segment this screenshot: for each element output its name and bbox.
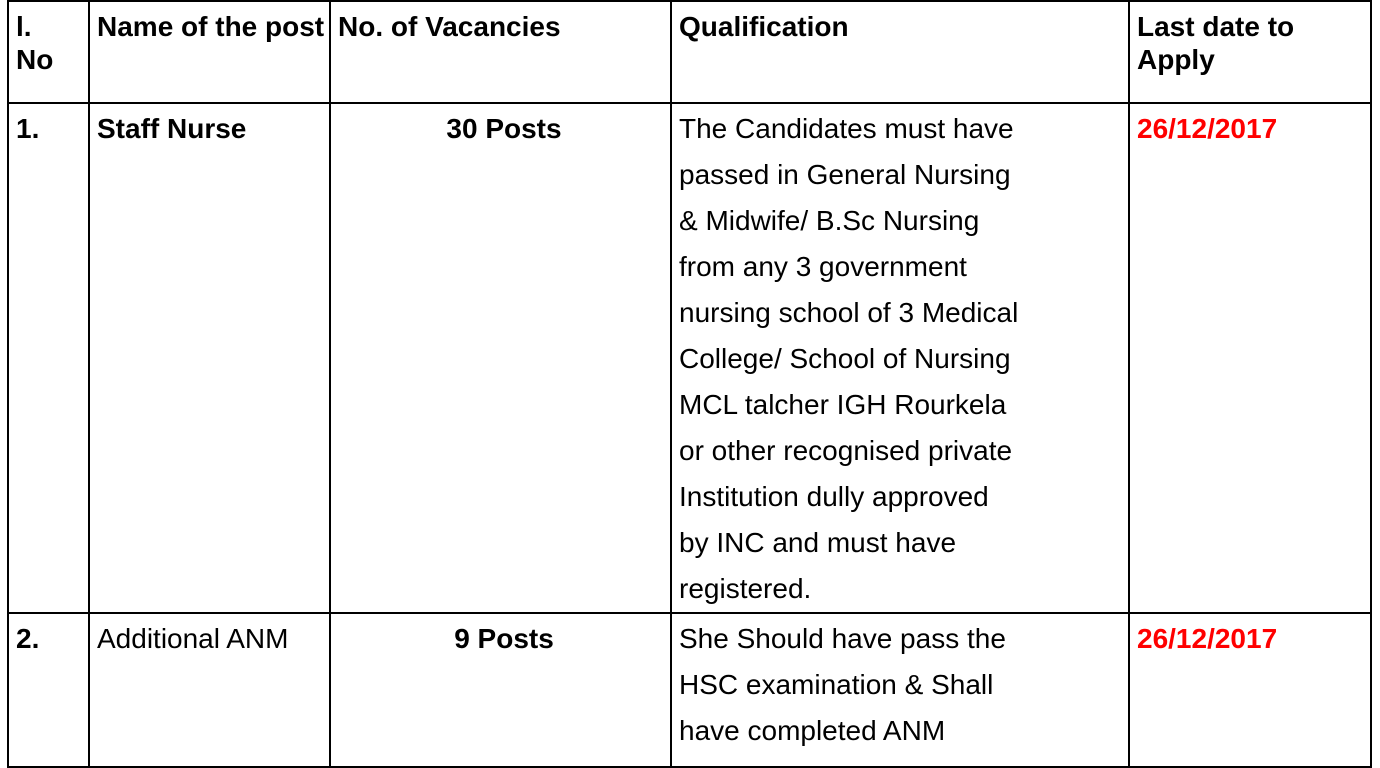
header-qualification: Qualification [671,1,1129,103]
row-vacancies: 30 Posts [330,103,671,613]
row-sl-no: 1. [8,103,89,613]
table-header-row [8,1,1371,103]
vacancy-table [7,0,1372,768]
header-post-name: Name of the post [89,1,330,103]
header-vacancies: No. of Vacancies [330,1,671,103]
row-last-date: 26/12/2017 [1129,613,1371,767]
header-last-date: Last date to Apply [1129,1,1371,103]
row-last-date: 26/12/2017 [1129,103,1371,613]
row-sl-no: 2. [8,613,89,767]
header-sl-no: l. No [8,1,89,103]
row-qualification: The Candidates must have passed in General Nursing & Midwife/ B.Sc Nursing from any 3 government nursing school of 3 Medical College/ School of Nursing MCL talcher IGH Rourkela or other recognised private Institution dully approved by INC and must have registered. [671,103,1129,613]
table-row [8,103,1371,613]
row-qualification: She Should have pass the HSC examination & Shall have completed ANM [671,613,1129,767]
row-vacancies: 9 Posts [330,613,671,767]
row-post-name: Staff Nurse [89,103,330,613]
row-post-name: Additional ANM [89,613,330,767]
